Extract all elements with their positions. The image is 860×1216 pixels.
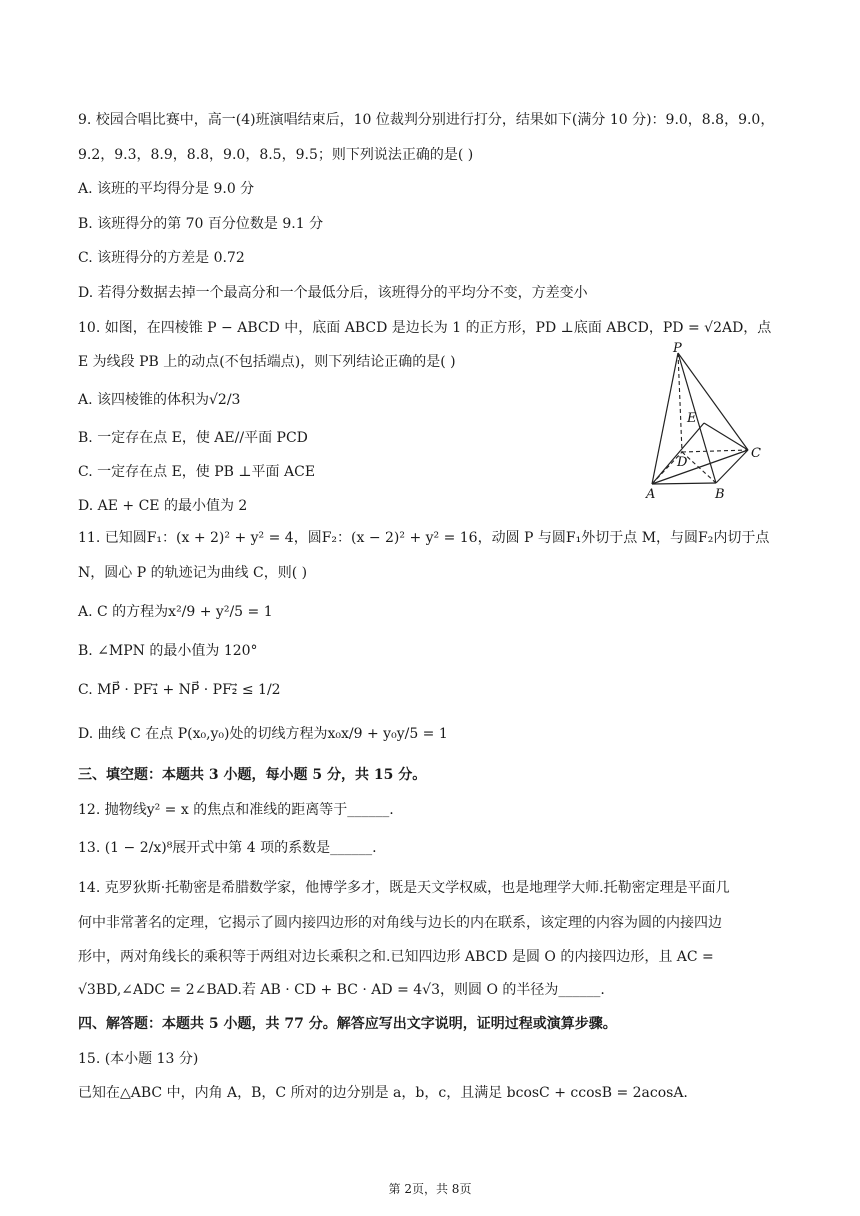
label-p: P	[673, 341, 682, 356]
q10-line1: 10. 如图，在四棱锥 P − ABCD 中，底面 ABCD 是边长为 1 的正方形，PD ⊥底面 ABCD，PD = √2AD，点	[78, 320, 772, 336]
label-c: C	[751, 446, 761, 461]
q9-option-a: A. 该班的平均得分是 9.0 分	[78, 181, 255, 197]
q11-option-a: A. C 的方程为x²/9 + y²/5 = 1	[78, 604, 273, 620]
q11-option-c: C. MP⃗ · PF₁⃗ + NP⃗ · PF₂⃗ ≤ 1/2	[78, 682, 281, 698]
q10-line2: E 为线段 PB 上的动点(不包括端点)，则下列结论正确的是( )	[78, 354, 456, 370]
label-d: D	[677, 455, 688, 470]
q14-line2: 何中非常著名的定理，它揭示了圆内接四边形的对角线与边长的内在联系，该定理的内容为圆的内接四边	[78, 915, 722, 931]
section-3-heading: 三、填空题：本题共 3 小题，每小题 5 分，共 15 分。	[78, 767, 427, 783]
q15-line1: 已知在△ABC 中，内角 A，B，C 所对的边分别是 a，b，c，且满足 bcosC + ccosB = 2acosA.	[78, 1085, 688, 1101]
q9-option-c: C. 该班得分的方差是 0.72	[78, 250, 245, 266]
label-a: A	[646, 487, 656, 502]
section-4-heading: 四、解答题：本题共 5 小题，共 77 分。解答应写出文字说明，证明过程或演算步骤。	[78, 1016, 617, 1032]
q9-line1: 9. 校园合唱比赛中，高一(4)班演唱结束后，10 位裁判分别进行打分，结果如下(满分 10 分)：9.0，8.8，9.0，	[78, 112, 775, 128]
q12: 12. 抛物线y² = x 的焦点和准线的距离等于______.	[78, 802, 394, 818]
q11-line1: 11. 已知圆F₁：(x + 2)² + y² = 4，圆F₂：(x − 2)² + y² = 16，动圆 P 与圆F₁外切于点 M，与圆F₂内切于点	[78, 530, 770, 546]
q11-option-d: D. 曲线 C 在点 P(x₀,y₀)处的切线方程为x₀x/9 + y₀y/5 = 1	[78, 726, 448, 742]
q10-option-b: B. 一定存在点 E，使 AE//平面 PCD	[78, 430, 308, 446]
q14-line4: √3BD,∠ADC = 2∠BAD.若 AB · CD + BC · AD = 4√3，则圆 O 的半径为______.	[78, 982, 605, 998]
q11-option-b: B. ∠MPN 的最小值为 120°	[78, 643, 258, 659]
q14-line1: 14. 克罗狄斯·托勒密是希腊数学家，他博学多才，既是天文学权威，也是地理学大师.托勒密定理是平面几	[78, 880, 730, 896]
q11-line2: N，圆心 P 的轨迹记为曲线 C，则( )	[78, 565, 308, 581]
q10-option-d: D. AE + CE 的最小值为 2	[78, 498, 248, 514]
page-footer: 第 2页，共 8页	[388, 1182, 472, 1196]
q15-heading: 15. (本小题 13 分)	[78, 1051, 199, 1067]
q9-option-d: D. 若得分数据去掉一个最高分和一个最低分后，该班得分的平均分不变，方差变小	[78, 285, 588, 301]
q10-option-a: A. 该四棱锥的体积为√2/3	[78, 392, 241, 408]
q9-option-b: B. 该班得分的第 70 百分位数是 9.1 分	[78, 216, 324, 232]
label-b: B	[715, 487, 725, 502]
q14-line3: 形中，两对角线长的乘积等于两组对边长乘积之和.已知四边形 ABCD 是圆 O 的内接四边形，且 AC =	[78, 949, 714, 965]
q10-option-c: C. 一定存在点 E，使 PB ⊥平面 ACE	[78, 464, 316, 480]
pyramid-figure	[640, 340, 770, 505]
label-e: E	[687, 411, 697, 426]
q9-line2: 9.2，9.3，8.9，8.8，9.0，8.5，9.5；则下列说法正确的是( )	[78, 147, 474, 163]
q13: 13. (1 − 2/x)⁸展开式中第 4 项的系数是______.	[78, 840, 377, 856]
